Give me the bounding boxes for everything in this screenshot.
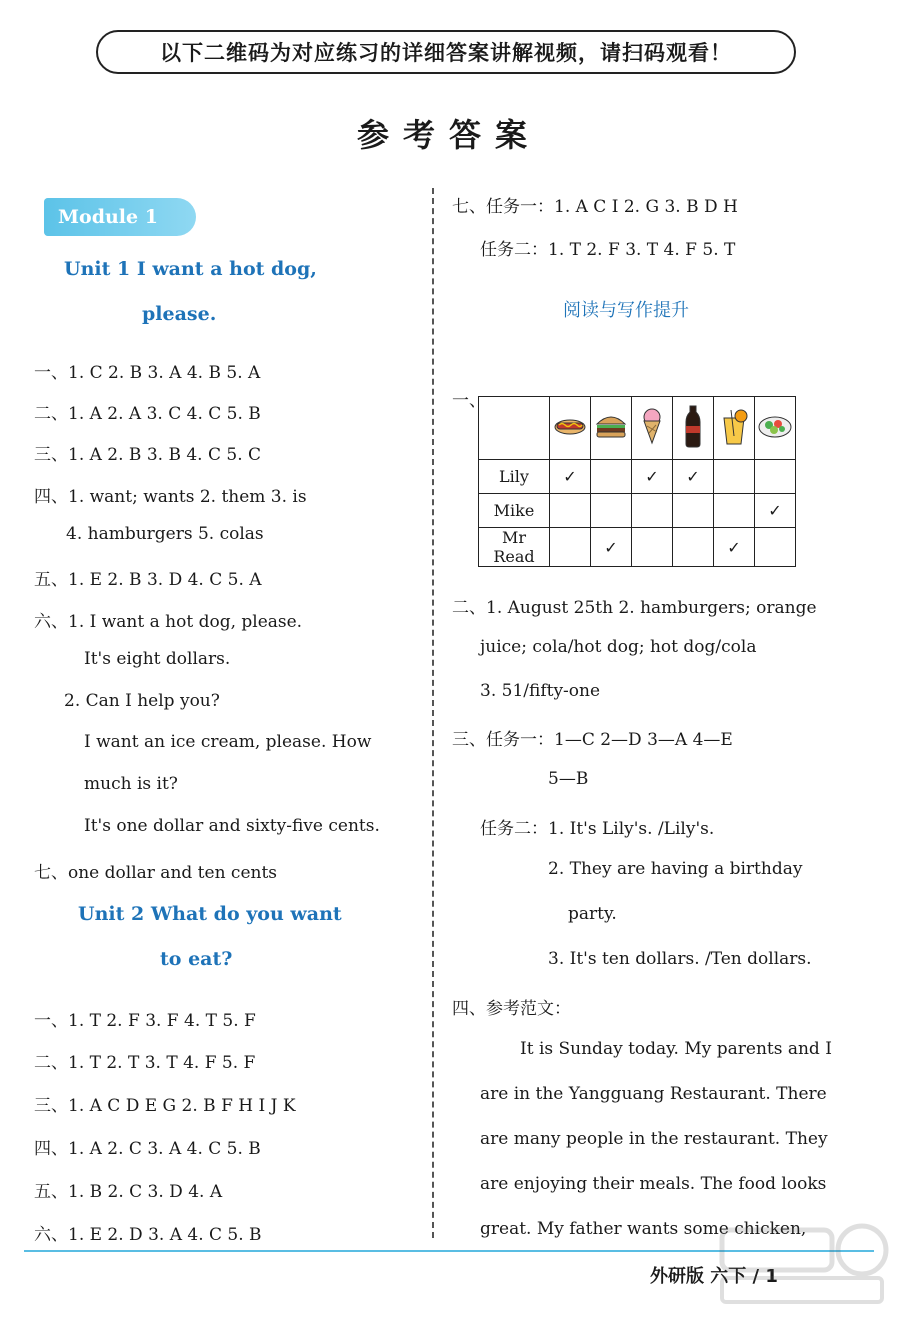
- hot-dog-icon: [550, 397, 591, 460]
- answer-line: 3. 51/fifty-one: [480, 681, 601, 701]
- answer-line: much is it?: [84, 774, 178, 794]
- unit1-title-line2: please.: [142, 303, 217, 325]
- answer-line: It's one dollar and sixty-five cents.: [84, 816, 380, 836]
- unit2-title-line2: to eat?: [160, 948, 233, 970]
- check-cell: [673, 528, 714, 567]
- check-cell: ✓: [550, 460, 591, 494]
- table-marker: 一、: [452, 391, 486, 411]
- answer-line: 一、1. T 2. F 3. F 4. T 5. F: [34, 1011, 256, 1031]
- check-cell: ✓: [673, 460, 714, 494]
- section-title: 阅读与写作提升: [563, 300, 689, 321]
- answer-line: 5—B: [548, 769, 589, 789]
- page-title: 参考答案: [356, 116, 541, 154]
- answer-line: 任务二：1. T 2. F 3. T 4. F 5. T: [480, 240, 736, 260]
- row-name: Mr Read: [479, 528, 550, 567]
- answer-line: juice; cola/hot dog; hot dog/cola: [480, 637, 757, 657]
- check-cell: [714, 460, 755, 494]
- answer-line: party.: [568, 904, 617, 924]
- essay-line: It is Sunday today. My parents and I: [520, 1039, 832, 1059]
- page-footer: 外研版 六下 / 1: [650, 1266, 778, 1287]
- check-cell: [632, 494, 673, 528]
- essay-line: are many people in the restaurant. They: [480, 1129, 828, 1149]
- answer-line: 六、1. I want a hot dog, please.: [34, 612, 303, 632]
- column-divider: [432, 188, 434, 1238]
- check-cell: [550, 494, 591, 528]
- answer-line: 六、1. E 2. D 3. A 4. C 5. B: [34, 1225, 262, 1245]
- answer-line: 二、1. August 25th 2. hamburgers; orange: [452, 598, 817, 618]
- essay-line: are in the Yangguang Restaurant. There: [480, 1084, 827, 1104]
- check-cell: [632, 528, 673, 567]
- food-table: [478, 396, 796, 567]
- cola-icon: [673, 397, 714, 460]
- answer-line: 五、1. E 2. B 3. D 4. C 5. A: [34, 570, 262, 590]
- check-cell: [550, 528, 591, 567]
- row-name: Mike: [479, 494, 550, 528]
- salad-icon: [755, 397, 796, 460]
- watermark-logo-icon: [712, 1222, 890, 1306]
- essay-line: are enjoying their meals. The food looks: [480, 1174, 827, 1194]
- table-row: [479, 494, 796, 528]
- check-cell: ✓: [591, 528, 632, 567]
- answer-line: 三、任务一：1—C 2—D 3—A 4—E: [452, 730, 733, 750]
- answer-line: 二、1. T 2. T 3. T 4. F 5. F: [34, 1053, 256, 1073]
- answer-line: 四、1. want; wants 2. them 3. is: [34, 487, 307, 507]
- answer-line: 四、1. A 2. C 3. A 4. C 5. B: [34, 1139, 261, 1159]
- answer-line: 四、参考范文：: [452, 999, 571, 1019]
- answer-line: 2. Can I help you?: [64, 691, 220, 711]
- ice-cream-icon: [632, 397, 673, 460]
- answer-line: 4. hamburgers 5. colas: [66, 524, 264, 544]
- check-cell: [714, 494, 755, 528]
- unit1-title-line1: Unit 1 I want a hot dog,: [64, 258, 317, 280]
- check-cell: ✓: [632, 460, 673, 494]
- answer-line: 2. They are having a birthday: [548, 859, 803, 879]
- answer-line: It's eight dollars.: [84, 649, 231, 669]
- answer-line: 二、1. A 2. A 3. C 4. C 5. B: [34, 404, 261, 424]
- answer-line: 七、任务一：1. A C I 2. G 3. B D H: [452, 197, 738, 217]
- unit2-title-line1: Unit 2 What do you want: [78, 903, 342, 925]
- table-row: [479, 460, 796, 494]
- check-cell: [673, 494, 714, 528]
- table-row: [479, 528, 796, 567]
- module-tab: Module 1: [44, 198, 196, 236]
- hamburger-icon: [591, 397, 632, 460]
- orange-juice-icon: [714, 397, 755, 460]
- answer-line: I want an ice cream, please. How: [84, 732, 372, 752]
- answer-line: 三、1. A 2. B 3. B 4. C 5. C: [34, 445, 262, 465]
- table-corner-cell: [479, 397, 550, 460]
- answer-line: 3. It's ten dollars. /Ten dollars.: [548, 949, 812, 969]
- check-cell: [591, 460, 632, 494]
- check-cell: [755, 460, 796, 494]
- row-name: Lily: [479, 460, 550, 494]
- answer-line: 五、1. B 2. C 3. D 4. A: [34, 1182, 223, 1202]
- check-cell: ✓: [714, 528, 755, 567]
- check-cell: ✓: [755, 494, 796, 528]
- answer-line: 任务二：1. It's Lily's. /Lily's.: [480, 819, 715, 839]
- check-cell: [755, 528, 796, 567]
- answer-line: 七、one dollar and ten cents: [34, 863, 278, 883]
- answer-line: 三、1. A C D E G 2. B F H I J K: [34, 1096, 296, 1116]
- essay-line: great. My father wants some chicken,: [480, 1219, 807, 1239]
- answer-line: 一、1. C 2. B 3. A 4. B 5. A: [34, 363, 261, 383]
- qr-code-banner: 以下二维码为对应练习的详细答案讲解视频，请扫码观看！: [96, 30, 796, 74]
- check-cell: [591, 494, 632, 528]
